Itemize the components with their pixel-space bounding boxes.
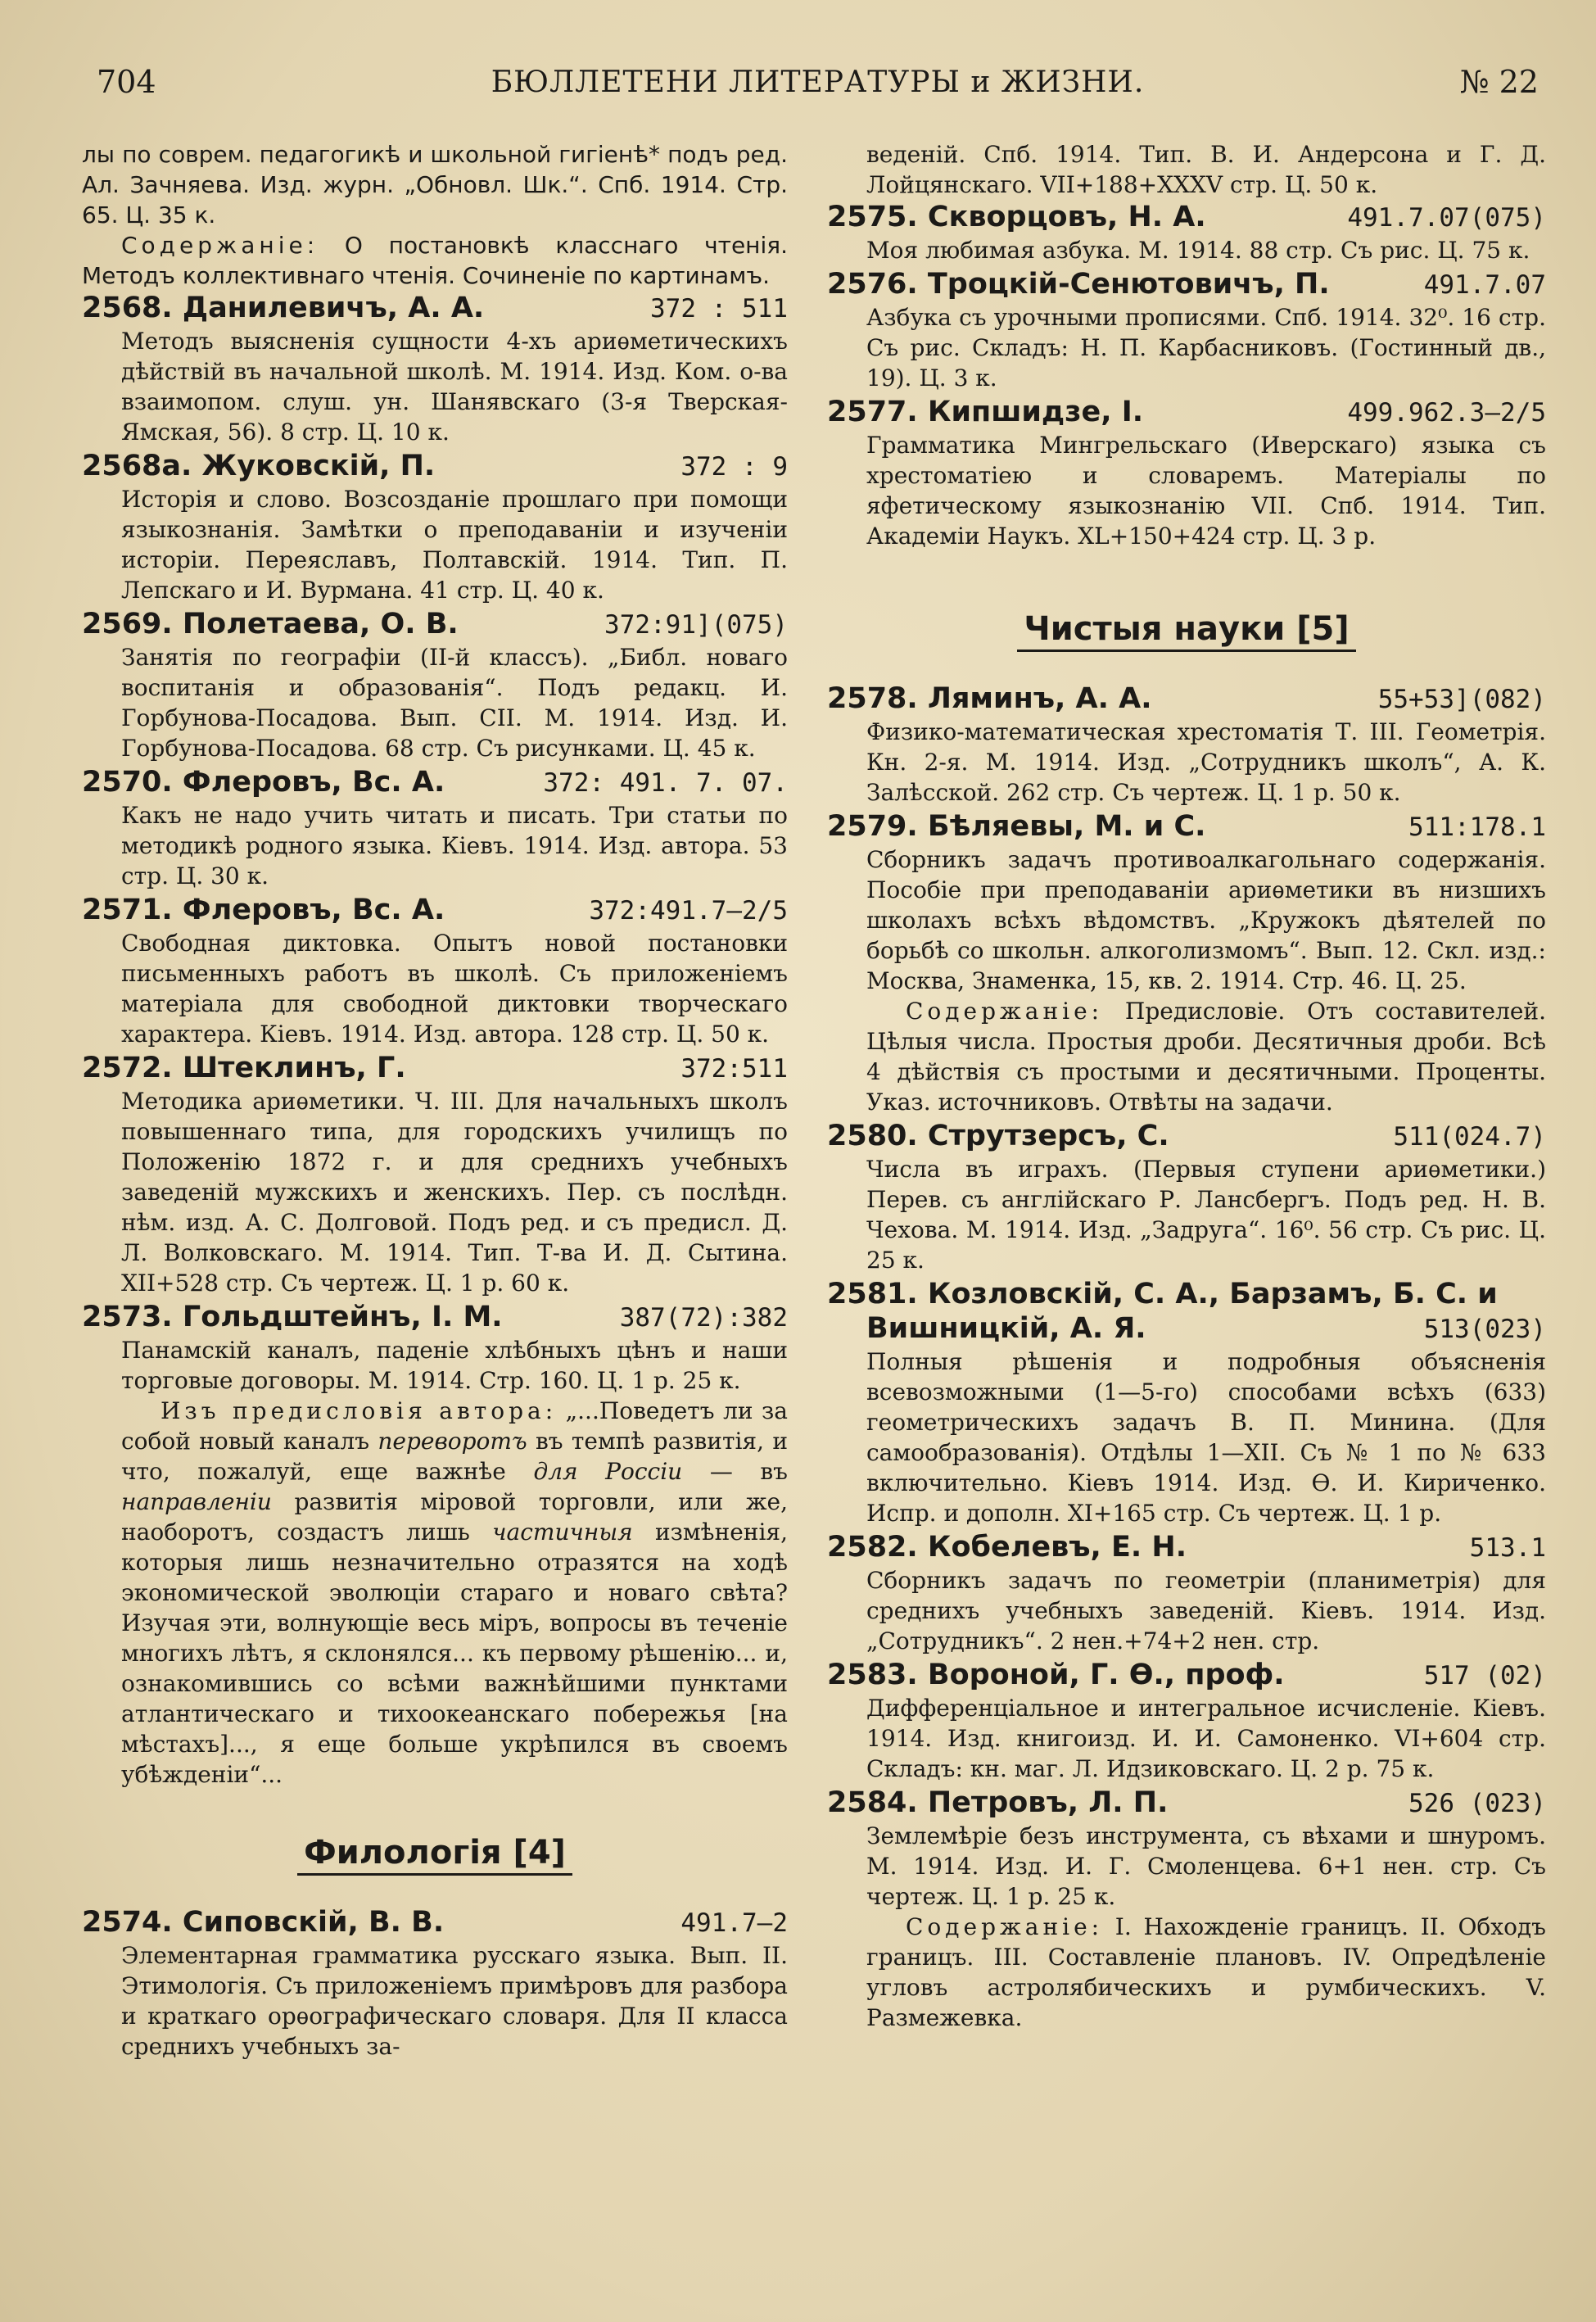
entry-description: Методика ариѳметики. Ч. III. Для начальныхъ школъ повышеннаго типа, для городскихъ училищъ по Положенію 1872 г. и для среднихъ учебныхъ заведеній мужскихъ и женскихъ. Пер. съ послѣдн. нѣм. изд. А. С. Долговой. Подъ ред. и съ предисл. Д. Л. Волковскаго. М. 1914. Тип. Т-ва И. Д. Сытина. XII+528 стр. Съ чертеж. Ц. 1 р. 60 к. (121, 1088, 788, 1297)
contents-text: Предисловіе. Отъ составителей. Цѣлыя числа. Простыя дроби. Десятичныя дроби. Всѣ 4 дѣйствія съ простыми и десятичными. Проценты. Указ. источниковъ. Отвѣты на задачи. (866, 998, 1546, 1116)
entry-heading-continued: Вишницкій, А. Я. (866, 1312, 1146, 1345)
contents-label: Содержаніе: (906, 1913, 1104, 1940)
entry-description: Сборникъ задачъ по геометріи (планиметрія) для среднихъ учебныхъ заведеній. Кіевъ. 1914. Изд. „Сотрудникъ“. 2 нен.+74+2 нен. стр. (866, 1567, 1546, 1654)
entry-2571 (82, 893, 788, 1049)
entry-2572 (82, 1051, 788, 1298)
contents-text: О постановкѣ класснаго чтенія. Методъ коллективнаго чтенія. Сочиненіе по картинамъ. (82, 232, 788, 289)
entry-2578 (827, 681, 1546, 808)
entry-2574 (82, 1905, 788, 2062)
entry-heading: 2572. Штеклинъ, Г. (82, 1052, 406, 1084)
quote-text: измѣненія, которыя лишь незначительно отразятся на ходѣ экономической эволюціи стараго и новаго свѣта? Изучая эти, волнующіе весь міръ, вопросы въ теченіе многихъ лѣтъ, я склонялся... къ первому рѣшенію... и, ознакомившись со всѣми важнѣйшими пунктами атлантическаго и тихоокеанскаго побережья [на мѣстахъ]..., я еще больше укрѣпился въ своемъ убѣжденіи“... (121, 1519, 788, 1788)
classification-code: 513.1 (1469, 1533, 1546, 1563)
quote-text: — въ (682, 1458, 788, 1485)
classification-code: 372: 491. 7. 07. (543, 768, 788, 798)
entry-description: Свободная диктовка. Опытъ новой постановки письменныхъ работъ въ школѣ. Съ приложеніемъ матеріала для свободной диктовки творческаго характера. Кіевъ. 1914. Изд. автора. 128 стр. Ц. 50 к. (121, 930, 788, 1048)
entry-2570 (82, 765, 788, 891)
classification-code: 491.7.07 (1423, 270, 1546, 300)
entry-2569 (82, 607, 788, 763)
entry-description: Полныя рѣшенія и подробныя объясненія всевозможными (1—5-го) способами всѣхъ (633) геометрическихъ задачъ В. П. Минина. (Для самообразованія). Отдѣлы 1—XII. Съ № 1 по № 633 включительно. Кіевъ 1914. Изд. Ѳ. И. Кириченко. Испр. и дополн. XI+165 стр. Съ чертеж. Ц. 1 р. (866, 1348, 1546, 1527)
quote-emphasis: переворотъ (378, 1428, 527, 1455)
continued-text: лы по соврем. педагогикѣ и школьной гигіенѣ* подъ ред. Ал. Зачняева. Изд. журн. „Обновл. Шк.“. Спб. 1914. Стр. 65. Ц. 35 к. (82, 141, 788, 229)
entry-heading: 2578. Ляминъ, А. А. (827, 682, 1152, 715)
quote-emphasis: для Россіи (533, 1458, 683, 1485)
entry-heading: 2570. Флеровъ, Вс. А. (82, 766, 445, 799)
entry-heading: 2577. Кипшидзе, І. (827, 396, 1144, 428)
entry-2580 (827, 1119, 1546, 1275)
entry-description: Панамскій каналъ, паденіе хлѣбныхъ цѣнъ и наши торговые договоры. М. 1914. Стр. 160. Ц. 1 р. 25 к. (121, 1337, 788, 1394)
contents-note (827, 996, 1546, 1117)
running-header (97, 64, 1539, 113)
entry-heading: 2579. Бѣляевы, М. и С. (827, 810, 1206, 843)
entry-description: Физико-математическая хрестоматія Т. III. Геометрія. Кн. 2-я. М. 1914. Изд. „Сотрудникъ школъ“, А. К. Залѣсской. 262 стр. Съ чертеж. Ц. 1 р. 50 к. (866, 718, 1546, 806)
classification-code: 517 (02) (1423, 1661, 1546, 1691)
right-column (827, 139, 1546, 2035)
entry-heading: 2584. Петровъ, Л. П. (827, 1786, 1169, 1819)
entry-heading: 2574. Сиповскій, В. В. (82, 1906, 445, 1939)
entry-heading: 2583. Вороной, Г. Ѳ., проф. (827, 1659, 1285, 1691)
entry-description: Числа въ играхъ. (Первыя ступени ариѳметики.) Перев. съ англійскаго Р. Лансбергъ. Подъ ред. Н. В. Чехова. М. 1914. Изд. „Задруга“. 16⁰. 56 стр. Съ рис. Ц. 25 к. (866, 1156, 1546, 1274)
classification-code: 372 : 9 (680, 452, 788, 482)
quote-text: „...Поведетъ ли за собой новый каналъ (121, 1397, 788, 1455)
entry-description: Землемѣріе безъ инструмента, съ вѣхами и шнуромъ. М. 1914. Изд. И. Г. Смоленцева. 6+1 нен. стр. Съ чертеж. Ц. 1 р. 25 к. (866, 1822, 1546, 1910)
classification-code: 491.7—2 (680, 1908, 788, 1938)
quote-text: развитія міровой торговли, или же, наоборотъ, создастъ лишь (121, 1488, 788, 1546)
section-title: Чистыя науки [5] (1017, 609, 1355, 652)
contents-text: I. Нахожденіе границъ. II. Обходъ границъ. III. Составленіе плановъ. IV. Опредѣленіе угловъ астролябическихъ и румбическихъ. V. Размежевка. (866, 1913, 1546, 2031)
classification-code: 526 (023) (1408, 1789, 1546, 1818)
entry-2573 (82, 1300, 788, 1790)
entry-description: Моя любимая азбука. М. 1914. 88 стр. Съ рис. Ц. 75 к. (866, 237, 1530, 264)
entry-heading: 2582. Кобелевъ, Е. Н. (827, 1531, 1187, 1564)
contents-note (82, 230, 788, 291)
continued-entry: веденій. Спб. 1914. Тип. В. И. Андерсона и Г. Д. Лойцянскаго. VII+188+XXXV стр. Ц. 50 к. (866, 141, 1546, 198)
entry-2583 (827, 1658, 1546, 1784)
entry-description: Сборникъ задачъ противоалкагольнаго содержанія. Пособіе при преподаваніи ариѳметики въ низшихъ школахъ всѣхъ вѣдомствъ. „Кружокъ дѣятелей по борьбѣ со школьн. алкоголизмомъ“. Вып. 12. Скл. изд.: Москва, Знаменка, 15, кв. 2. 1914. Стр. 46. Ц. 25. (866, 846, 1546, 994)
classification-code: 55+53](082) (1377, 685, 1546, 714)
classification-code: 511:178.1 (1408, 812, 1546, 842)
entry-description: Дифференціальное и интегральное исчисленіе. Кіевъ. 1914. Изд. книгоизд. И. И. Самоненко. VI+604 стр. Складъ: кн. маг. Л. Идзиковскаго. Ц. 2 р. 75 к. (866, 1695, 1546, 1782)
section-title: Филологія [4] (297, 1832, 572, 1876)
entry-heading: 2576. Троцкій-Сенютовичъ, П. (827, 268, 1330, 301)
entry-heading: 2569. Полетаева, О. В. (82, 608, 459, 640)
contents-note (827, 1912, 1546, 2033)
classification-code: 387(72):382 (619, 1303, 788, 1333)
entry-heading: 2568. Данилевичъ, А. А. (82, 292, 485, 324)
entry-2579 (827, 809, 1546, 1117)
entry-2582 (827, 1530, 1546, 1656)
classification-code: 372 : 511 (650, 294, 788, 324)
quote-emphasis: направленіи (121, 1488, 272, 1515)
entry-2584 (827, 1786, 1546, 2033)
entry-2575 (827, 200, 1546, 265)
entry-heading: 2580. Струтзерсъ, С. (827, 1120, 1169, 1152)
entry-heading: 2581. Козловскій, С. А., Барзамъ, Б. С. и (827, 1278, 1498, 1310)
quote-emphasis: частичныя (492, 1519, 633, 1546)
entry-description: Занятія по географіи (II-й классъ). „Библ. новаго воспитанія и образованія“. Подъ редакц. И. Горбунова-Посадова. Вып. CII. М. 1914. Изд. И. Горбунова-Посадова. 68 стр. Съ рисунками. Ц. 45 к. (121, 644, 788, 762)
contents-label: Содержаніе: (121, 232, 319, 259)
entry-description: Какъ не надо учить читать и писать. Три статьи по методикѣ родного языка. Кіевъ. 1914. Изд. автора. 53 стр. Ц. 30 к. (121, 802, 788, 889)
author-preface-quote (82, 1396, 788, 1790)
entry-heading: 2568а. Жуковскій, П. (82, 450, 436, 482)
classification-code: 372:91](075) (604, 610, 788, 640)
entry-description: Методъ выясненія сущности 4-хъ ариѳметическихъ дѣйствій въ начальной школѣ. М. 1914. Изд. Ком. о-ва взаимопом. слуш. ун. Шанявскаго (3-я Тверская-Ямская, 56). 8 стр. Ц. 10 к. (121, 328, 788, 446)
classification-code: 372:491.7—2/5 (589, 896, 788, 926)
entry-description: Грамматика Мингрельскаго (Иверскаго) языка съ хрестоматіею и словаремъ. Матеріалы по яфетическому языкознанію VII. Спб. 1914. Тип. Академіи Наукъ. XL+150+424 стр. Ц. 3 р. (866, 432, 1546, 550)
contents-label: Содержаніе: (906, 998, 1104, 1025)
entry-description: Азбука съ урочными прописями. Спб. 1914. 32⁰. 16 стр. Съ рис. Складъ: Н. П. Карбасниковъ. (Гостинный дв., 19). Ц. 3 к. (866, 304, 1546, 392)
entry-description: Исторія и слово. Возсозданіе прошлаго при помощи языкознанія. Замѣтки о преподаваніи и изученіи исторіи. Переяславъ, Полтавскій. 1914. Тип. П. Лепскаго и И. Вурмана. 41 стр. Ц. 40 к. (121, 486, 788, 604)
section-heading-pure-sciences (827, 609, 1546, 652)
entry-2581 (827, 1277, 1546, 1528)
page-number: 704 (97, 64, 156, 100)
entry-2577 (827, 395, 1546, 551)
classification-code: 513(023) (1423, 1315, 1546, 1344)
left-column (82, 139, 788, 2063)
entry-heading: 2573. Гольдштейнъ, І. М. (82, 1301, 503, 1333)
issue-number: № 22 (1459, 64, 1539, 100)
entry-2576 (827, 267, 1546, 393)
classification-code: 499.962.3—2/5 (1347, 398, 1546, 428)
classification-code: 511(024.7) (1393, 1122, 1546, 1152)
journal-title: БЮЛЛЕТЕНИ ЛИТЕРАТУРЫ и ЖИЗНИ. (491, 66, 1145, 99)
entry-heading: 2575. Скворцовъ, Н. А. (827, 201, 1206, 233)
classification-code: 491.7.07(075) (1347, 203, 1546, 233)
entry-2568a (82, 449, 788, 605)
entry-2568 (82, 291, 788, 447)
quote-label: Изъ предисловія автора: (161, 1397, 558, 1424)
quote-text: въ темпѣ развитія, и что, пожалуй, еще важнѣе (121, 1428, 788, 1485)
continued-entry (82, 139, 788, 291)
section-heading-philology (82, 1832, 788, 1876)
entry-heading: 2571. Флеровъ, Вс. А. (82, 894, 445, 926)
entry-description: Элементарная грамматика русскаго языка. Вып. II. Этимологія. Съ приложеніемъ примѣровъ для разбора и краткаго орѳографическаго словаря. Для II класса среднихъ учебныхъ за- (121, 1942, 788, 2060)
classification-code: 372:511 (680, 1054, 788, 1084)
